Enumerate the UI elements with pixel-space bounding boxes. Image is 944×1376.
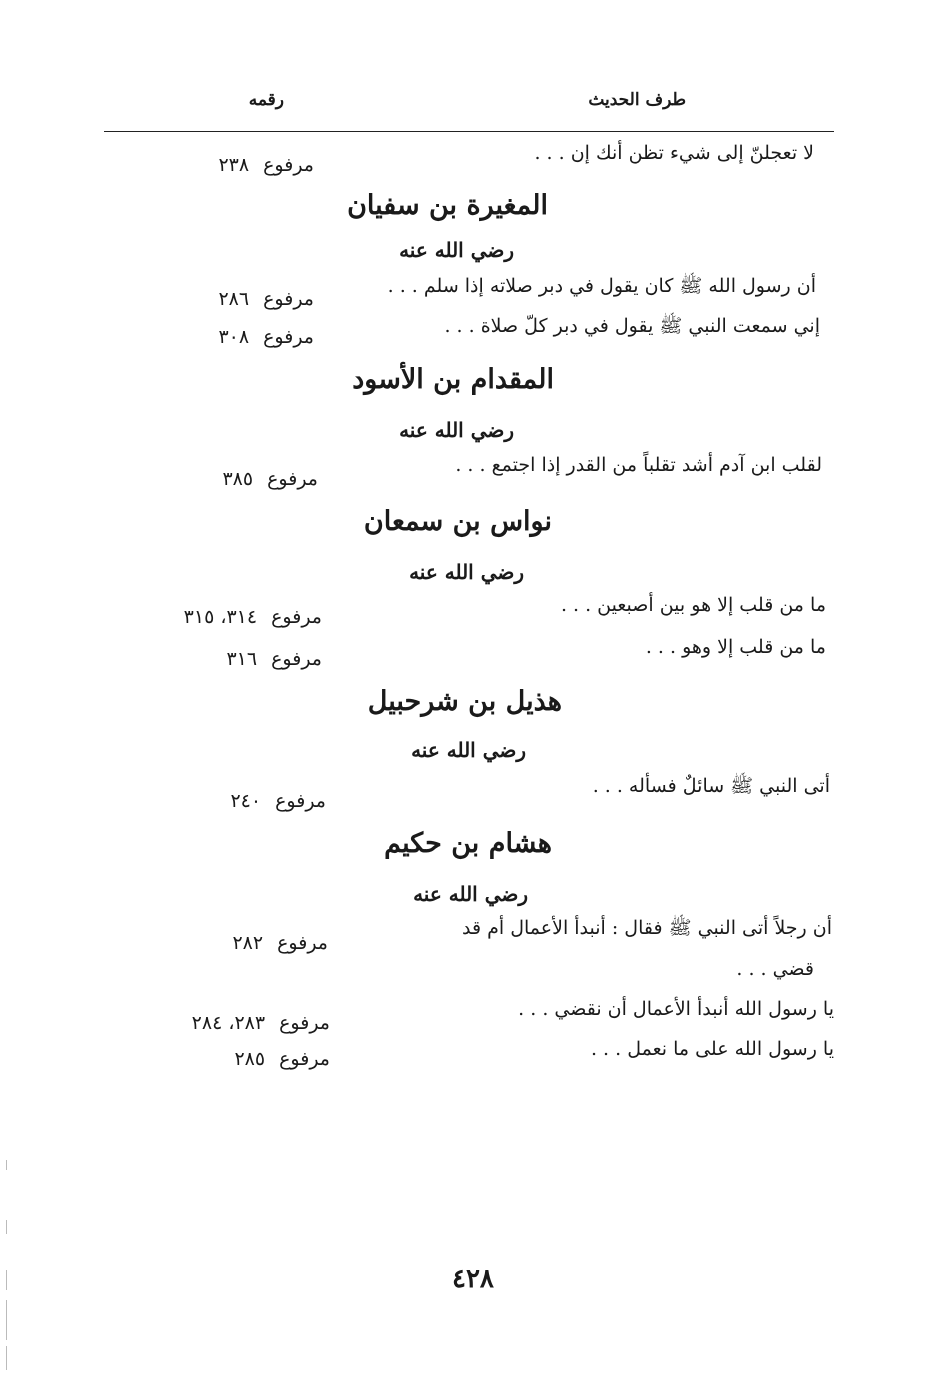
narrator-honorific: رضي الله عنه: [399, 418, 514, 442]
header-hadith-start: طرف الحديث: [588, 90, 686, 110]
header-rule: [104, 131, 834, 132]
margin-mark: [6, 1220, 7, 1234]
hadith-ref: مرفوع٣٨٥: [222, 468, 318, 490]
narrator-name: هشام بن حكيم: [384, 828, 552, 859]
narrator-honorific: رضي الله عنه: [413, 882, 528, 906]
narrator-honorific: رضي الله عنه: [409, 560, 524, 584]
hadith-ref: مرفوع٢٨٥: [234, 1048, 330, 1070]
document-page: طرف الحديث رقمه لا تعجلنّ إلى شيء تظن أنك إن . . . مرفوع٢٣٨ المغيرة بن سفيان رضي الله عنه أن رسول الله ﷺ كان يقول في دبر صلاته إذا سلم . . . مرفوع٢٨٦ إني سمعت النبي ﷺ يقول في دبر كلّ صلاة . . . مرفوع٣٠٨ المقدام بن الأسود رضي الله عنه لقلب ابن آدم أشد تقلباً من القدر إذا اجتمع . . . مرفوع٣٨٥ نواس بن سمعان رضي الله عنه ما من قلب إلا هو بين أصبعين . . . مرفوع٣١٤، ٣١٥ ما من قلب إلا وهو . . . مرفوع٣١٦ هذيل بن شرحبيل رضي الله عنه أتى النبي ﷺ سائلٌ فسأله . . . مرفوع٢٤٠ هشام بن حكيم رضي الله عنه أن رجلاً أتى النبي ﷺ فقال : أنبدأ الأعمال أم قد قضي . . . مرفوع٢٨٢ يا رسول الله أنبدأ الأعمال أن نقضي . . . مرفوع٢٨٣، ٢٨٤ يا رسول الله على ما نعمل . . . مرفوع٢٨٥ ٤٢٨: [0, 0, 944, 1376]
hadith-ref: مرفوع٣٠٨: [218, 326, 314, 348]
hadith-ref: مرفوع٢٨٢: [232, 932, 328, 954]
page-number: ٤٢٨: [452, 1264, 494, 1294]
margin-mark: [6, 1300, 7, 1340]
hadith-ref: مرفوع٢٨٦: [218, 288, 314, 310]
hadith-ref: مرفوع٣١٤، ٣١٥: [183, 606, 322, 628]
header-number: رقمه: [248, 90, 284, 110]
narrator-name: المقدام بن الأسود: [352, 364, 554, 395]
narrator-honorific: رضي الله عنه: [399, 238, 514, 262]
hadith-ref: مرفوع٢٨٣، ٢٨٤: [191, 1012, 330, 1034]
narrator-name: هذيل بن شرحبيل: [367, 686, 562, 717]
margin-mark: [6, 1270, 7, 1290]
narrator-name: نواس بن سمعان: [363, 506, 552, 537]
narrator-honorific: رضي الله عنه: [411, 738, 526, 762]
narrator-name: المغيرة بن سفيان: [347, 190, 548, 221]
hadith-ref: مرفوع٢٤٠: [230, 790, 326, 812]
margin-mark: [6, 1160, 7, 1170]
hadith-ref: مرفوع٢٣٨: [218, 154, 314, 176]
margin-mark: [6, 1346, 7, 1370]
hadith-ref: مرفوع٣١٦: [226, 648, 322, 670]
